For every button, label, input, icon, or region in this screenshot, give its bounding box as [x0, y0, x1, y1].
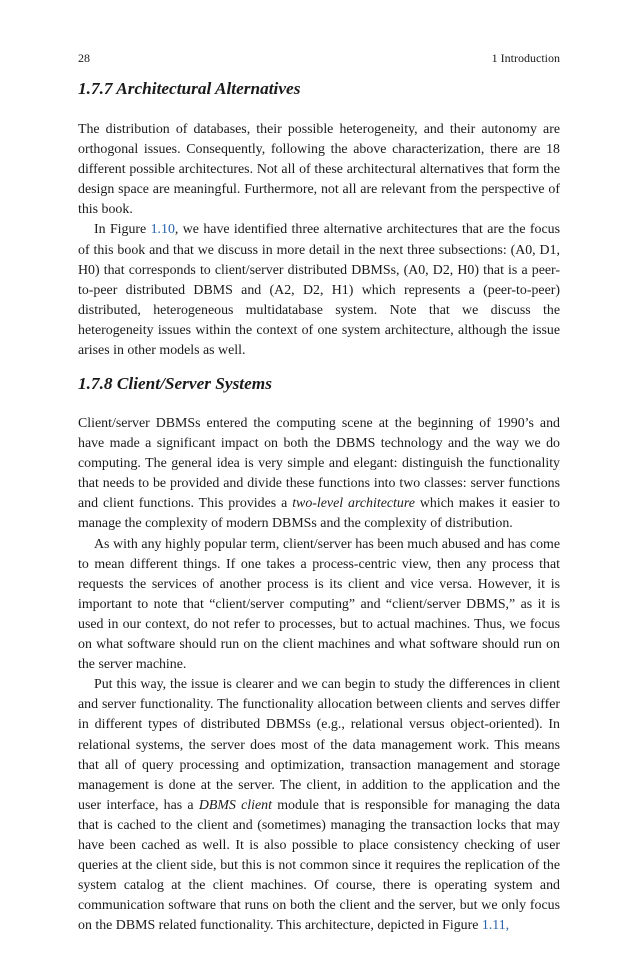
paragraph-text: module that is responsible for managing the data that is cached to the client and (sometimes) managing the transaction locks that may have been cached as well. It is also possible to place consistency checking of user queries at the client side, but this is not common since it requires the replication of the system catalog at the client machines. Of course, there is operating system and communication software that runs on both the client and the server, but we only focus on the DBMS related functionality. This architecture, depicted in Figure [78, 797, 561, 934]
paragraph: As with any highly popular term, client/server has been much abused and has come to mean different things. If one takes a process-centric view, then any process that requests the services of another process is its client and vice versa. However, it is important to note that “client/server computing” and “client/server DBMS,” as it is used in our context, do not refer to processes, but to actual machines. Thus, we focus on what software should run on the client machines and what software should run on the server machine. [78, 536, 560, 673]
section-heading-1-7-7: 1.7.7 Architectural Alternatives [78, 79, 301, 98]
paragraph [78, 675, 560, 936]
chapter-title: 1 Introduction [491, 51, 560, 65]
paragraph [78, 414, 560, 535]
section-body-1-7-8 [78, 414, 560, 936]
paragraph-text: which makes it easier to manage the complexity of modern DBMSs and the complexity of distribution. [78, 496, 560, 532]
paragraph-text: Client/server DBMSs entered the computing scene at the beginning of 1990’s and have made a significant impact on both the DBMS technology and the way we do computing. The general idea is very simple and elegant: distinguish the functionality that needs to be provided and divide these functions into two classes: server functions and client functions. This provides a [78, 416, 560, 512]
paragraph-text: , we have identified three alternative architectures that are the focus of this book and that we discuss in more detail in the next three subsections: (A0, D1, H0) that corresponds to client/server distributed DBMSs, (A0, D2, H0) that is a peer-to-peer distributed DBMS and (A2, D2, H1) which represents a (peer-to-peer) distributed, heterogeneous multidatabase system. Note that we discuss the heterogeneity issues within the context of one system architecture, although the issue arises in other models as well. [78, 222, 560, 359]
paragraph-text: Put this way, the issue is clearer and we can begin to study the differences in client and server functionality. The functionality allocation between clients and serves differ in different types of distributed DBMSs (e.g., relational versus object-oriented). In relational systems, the server does most of the data management work. This means that all of query processing and optimization, transaction management and storage management is done at the server. The client, in addition to the application and the user interface, has a [78, 677, 560, 813]
paragraph-text: In Figure [94, 222, 151, 238]
page-number: 28 [78, 51, 90, 65]
paragraph: The distribution of databases, their possible heterogeneity, and their autonomy are orthogonal issues. Consequently, following the above characterization, there are 18 different possible architectures. Not all of these architectural alternatives that form the design space are meaningful. Furthermore, not all are relevant from the perspective of this book. [78, 122, 560, 218]
figure-link[interactable]: 1.11, [481, 918, 510, 934]
emphasis-text: DBMS client [198, 797, 272, 813]
figure-link[interactable]: 1.10 [150, 222, 175, 238]
paragraph [78, 220, 560, 361]
section-body-1-7-7 [78, 120, 560, 361]
emphasis-text: two-level architecture [292, 496, 415, 512]
section-heading-1-7-8: 1.7.8 Client/Server Systems [78, 374, 272, 393]
